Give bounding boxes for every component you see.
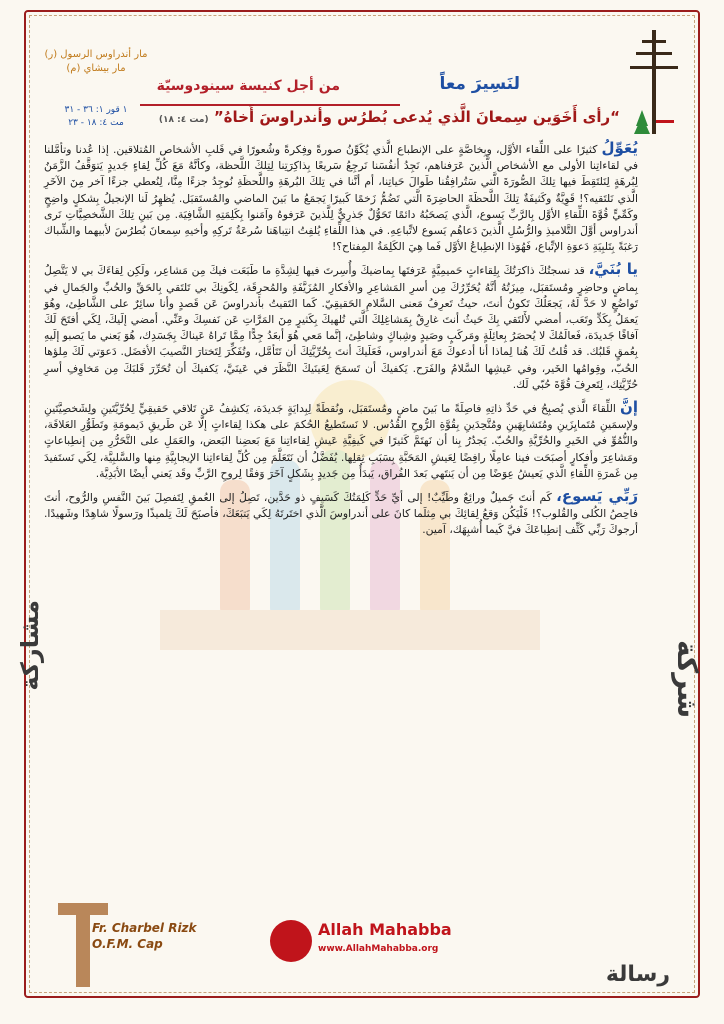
scripture-references: [36, 104, 156, 130]
paragraph-4-text: كَم أنتَ جَميلٌ ورائِعٌ وطَيِّبٌ! إلى أيِّ حَدٍّ كَلِمَتُكَ كَسَيفٍ ذو حَدَّين، تَصِلُ إلى العُمقِ لِتَفصِلَ بَينَ النَّفسِ والرُّوح، أنتَ فاحِصُ الكُلى والقُلوب؟! فَلْيَكُن وَقعُ لِقائِكَ بي مِثلَما كانَ على أندراوسَ الَّذي اختَرتَهُ لِكَي يَتبَعَكَ، فأصبَحَ لَكَ تِلميذًا ورَسولًا شاهِدًا وشَهيدًا. أرجوكَ رَبِّي كَثِّف إنطِباعَكَ فيَّ كَيما أُشبِهَك، آمين.: [44, 491, 638, 537]
motto-walk-together: لنَسِيرَ معاً: [439, 74, 520, 94]
paragraph-2: [44, 261, 638, 393]
title-reference: (مت ٤: ١٨): [158, 115, 209, 125]
article-body: [44, 140, 638, 545]
ref-corinthians: ١ قور ١: ٣٦ - ٣١: [64, 105, 128, 115]
allah-mahabba-url[interactable]: www.AllahMahabba.org: [318, 944, 439, 954]
ref-matthew: مت ٤: ١٨ - ٢٣: [68, 118, 124, 128]
allah-mahabba-brand: Allah Mahabba: [318, 920, 452, 939]
maronite-cross-icon: [628, 26, 680, 138]
saints-of-day: [36, 48, 156, 76]
saint-line-2: مار بيشاي (م): [66, 63, 126, 74]
author-order: O.F.M. Cap: [92, 937, 163, 951]
allah-mahabba-seal-icon: [270, 920, 312, 962]
author-signature: [92, 920, 197, 952]
paragraph-1: [44, 140, 638, 255]
paragraph-1-text: كثيرًا على اللِّقاء الأوَّل، وبِخاصَّةٍ على الإنطباع الَّذي يُكَوِّنُ صورةً وفِكرةً وشُعورًا في قَلبِ الأشخاص المُتلاقين. إذا عُدنا وتأمَّلنا في لقاءاتِنا الأولى مع الأشخاص الَّذينَ عَرَفناهم، نَجِدُ أنفُسَنا نَرجِعُ سَريعًا بِذاكِرَتِنا لِتِلكَ اللَّحظة، وكأنَّهُ مَعَ كُلِّ لِقاءٍ جَديدٍ يَتوَقَّفُ الزَّمَنُ لِبُرهَةٍ لِنَلتَقِطَ فيها تِلكَ الصُّورَةَ الَّتي سَتُرافِقُنا طَوالَ حَياتِنا، أم أنَّنا في تِلكَ البُرهَةِ واللَّحظَةِ نُوجِدُ جزءًا مِنَّا، لِنُعطي جزءًا آخر مِنَ الآخَرِ الَّذي نَلتَقيه؟! قَوِيَّةٌ وكَثيفَةٌ تِلكَ اللَّحظَةَ الحاضِرَةَ الَّتي تَضُمُّ زَخمًا كَبيرًا يَجمَعُ ما بَينَ الماضي والمُستَقبَل. يُظهِرُ لَنا الإنجيلُ بِشكلٍ واضِحٍ وكَمِّيٍّ قُوَّةَ اللِّقاءِ الأوَّل بِالرَّبِّ يَسوع، الَّذي يَصحَبُهُ دائمًا تَحَوُّلٌ جَذرِيٌّ لِلَّذينَ عَرَفوهُ وآمَنوا بِكَلِمَتِهِ الشَّافِيَة. مِن بَينِ تِلكَ الشَّخصِيَّاتِ نَرى أندراوس أوَّلَ التَّلاميذِ والرُّسُلِ الَّذينَ دَعاهُم يَسوع لاتِّباعِهِ. في هذا اللِّقاءِ يُلفِتُ انتِباهَنا سُرعَةُ تَركِهِ وأخيهِ سِمعانَ بُطرُسَ لأبيهما والشِّباك رَغبَةً بِتَلبِيَةِ دَعوَةِ الإتِّباع، فَهُوَذا الإنطِباعُ الأوَّل فَما هِيَ الكَلِمَةُ المِفتاح؟!: [44, 143, 638, 254]
paragraph-1-lead: يُعَوِّلُ: [601, 139, 638, 157]
page-title: [150, 108, 620, 126]
paragraph-3-text: اللِّقاءَ الَّذي يُصبِحُ في حَدِّ ذاتِهِ فاصِلَةً ما بَينَ ماضٍ ومُستَقبَل، ونُقطَةً لِبِدايَةٍ جَديدَة، يَكشِفُ عَن تَلاقي حَقيقِيٍّ لِحُرِّيَّتَينِ ولِشَخصِيَّتَينِ ولإسمَينِ مُتَمايِزَينِ ومُتَشابِهَينِ ومُتَّحِدَينِ بِقُوَّةِ الرُّوحِ القُدُس. لا نَستَطيعُ الحُكمَ على هكذا لِقاءاتٍ إلَّا عَن طَريقِ دَيمومَةِ وتَطَوُّرِ العَلاقَة، والنُّمُوِّ في الخَيرِ والحُرِّيَّةِ والحُبّ. يَجدُرُ بِنا أن نَهتَمَّ كَثيرًا في كَيفِيَّةِ عَيشِ لِقاءاتِنا مَعَ بَعضِنا البَعض، والعَمَلِ على التَّحَرُّرِ مِن إنطِباعاتٍ ومَشاعِرَ وأفكارٍ أصبَحَت فينا عامِلًا رافِضًا لِعَيشِ المَحَبَّةِ بِسَبَبِ ثِقلِها. يُفَضَّلُ أن نَتَعَلَّمَ مِن كُلِّ لِقاءاتِنا الإيجابِيَّةِ مِنها والسَّلبِيَّة، لِكَي نَستَفيدَ مِن غَمرَةِ اللِّقاءِ الَّذي يَعيشُ عِوَضًا مِن أن يَنتَهي بَعدَ الفُراق، يَبدَأُ مِن جَديدٍ بِشَكلٍ آخَرَ وَفقًا لِروحِ الرَّبِّ وقَد يَعني أيضًا الأبَدِيَّة.: [44, 402, 638, 480]
paragraph-4: [44, 488, 638, 539]
author-name: Fr. Charbel Rizk: [92, 921, 197, 935]
side-label-communion: شركة: [671, 640, 704, 719]
paragraph-3: [44, 399, 638, 482]
allah-mahabba-logo: [270, 920, 490, 966]
paragraph-4-lead: رَبِّي يَسوع،: [556, 487, 638, 506]
paragraph-2-text: قد نسجتُكَ ذاكرَتُكَ بِلِقاءاتٍ حَميمِيَّةٍ عَرَفتَها بِماضيكَ وأُسِرتَ فيها لِشِدَّةِ ما طَبَعَت فيكَ مِن مَشاعِر، ولَكِن لِقاءَكَ بي لا يَتَّصِلُ بِماضٍ وحاضِرٍ ومُستَقبَل، مِيزَتُهُ أنَّهُ يُحَرِّرُكَ مِن أسرِ المَشاعِرِ والأفكارِ المُزَيَّفَةِ والمُحرِقَة، لِكَونِكَ بي تَلتَقي بِالحَقِّ والحُبِّ والجَمالِ في تَواضُعٍ لا حَدَّ لَهُ، يَجعَلُكَ تَكونُ أنتَ، حيثُ تَعرِفُ مَعنى السَّلامِ الحَقيقِيّ. كَما التَقيتُ بأندراوسَ عَن قَصدٍ وأنا سائِرٌ على الشَّاطِئ، وهُوَ يَعمَلُ بِكَدٍّ وتَعَب، أمضي لأَلتَقي بِكَ حَيثُ أنتَ غارِقٌ بِمَشاغِلِكَ الَّتي تُلهيكَ بِكَثيرٍ مِنَ المَرَّاتِ عَن نَفسِكَ وعَنِّي. أمضي إلَيكَ، لِكَي أفتَحَ لَكَ آفاقًا جَديدَة، فَعالَمُكَ لا يُحصَرُ بِعائِلَةٍ ومَركَبٍ وصَيدٍ وشِباكٍ وشاطِئ، إنَّما مَعي هُوَ أبعَدُ جِدًّا مِمَّا تَراهُ عَيناكَ بِجَسَدِك، هُوَ يَعني ما يَصبو إلَيهِ بِعُمقٍ قَلبُك. قد قُلتُ لَكَ هُنا لِماذا أنا أدعوكَ مَعَ أندراوس، فَعَلَيكَ أنتَ بِحُرِّيَّتِكَ أن تَتَأمَّل، وتُفَكِّرَ لِتَختارَ النَّصيبَ الأفضَل. دَعوَتي لَكَ مِلؤها الحُبّ، وقِوامُها الخَير، وفي عَيشِها السَّلامُ والفَرَح. يَكفيكَ أن تَسمَحَ لِعَينَيكَ النَّظَرَ في عَينَيَّ، يَكفيكَ أن تُحَرِّرَ قَلبَكَ مِن مَخاوِفِ أسرِ حُرِّيَّتِك، لِتَعرِفَ قُوَّةَ حُبّي لَك.: [44, 264, 638, 391]
title-text: “رأى أَخَوَين سِمعانَ الَّذي يُدعى بُطرُس وأندراوسَ أَخاهُ”: [213, 108, 620, 126]
header-motto: [140, 74, 520, 104]
saint-line-1: مار أندراوس الرسول (ر): [44, 49, 148, 60]
paragraph-3-lead: إنَّ: [620, 398, 638, 417]
paragraph-2-lead: يا بُنَيَّ،: [588, 260, 639, 279]
header-divider: [140, 104, 400, 106]
motto-synodal-church: من أجل كنيسة سينودوسيّة: [156, 78, 340, 94]
side-label-mission: رسالة: [605, 962, 670, 987]
side-label-participation: مشاركة: [16, 600, 44, 691]
